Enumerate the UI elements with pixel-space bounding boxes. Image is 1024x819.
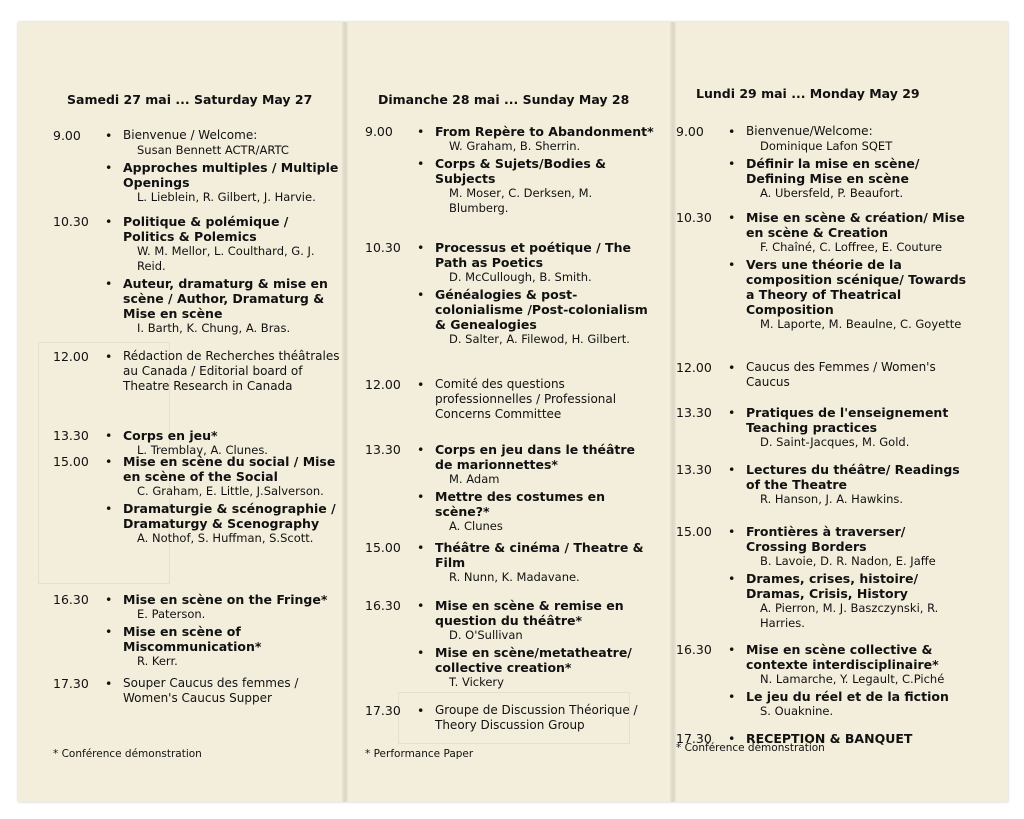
session-title: Lectures du théâtre/ Readings of the Theatre xyxy=(746,462,960,492)
session-title: Théâtre & cinéma / Theatre & Film xyxy=(435,540,644,570)
session-item xyxy=(417,598,655,643)
bullet-icon: • xyxy=(105,214,113,229)
session-presenters: D. Salter, A. Filewod, H. Gilbert. xyxy=(449,332,630,346)
session-item xyxy=(728,571,968,631)
bullet-icon: • xyxy=(417,240,425,255)
session-title: From Repère to Abandonment* xyxy=(435,124,654,139)
session-time: 16.30 xyxy=(676,642,712,657)
bullet-icon: • xyxy=(417,156,425,171)
session-title: Groupe de Discussion Théorique / Theory Discussion Group xyxy=(435,703,638,732)
session-time: 17.30 xyxy=(365,703,401,718)
session-item xyxy=(105,592,343,622)
bullet-icon: • xyxy=(105,428,113,443)
session-item xyxy=(417,156,655,216)
bullet-icon: • xyxy=(728,257,736,272)
session-item xyxy=(728,642,968,687)
day-heading: Dimanche 28 mai ... Sunday May 28 xyxy=(378,92,630,107)
session-item xyxy=(728,405,968,450)
session-title: Le jeu du réel et de la fiction xyxy=(746,689,949,704)
session-title: RECEPTION & BANQUET xyxy=(746,731,913,746)
session-presenters: B. Lavoie, D. R. Nadon, E. Jaffe xyxy=(760,554,936,568)
session-item xyxy=(417,287,655,347)
session-presenters: D. McCullough, B. Smith. xyxy=(449,270,592,284)
bullet-icon: • xyxy=(728,524,736,539)
session-title: Mise en scène & remise en question du théâtre* xyxy=(435,598,624,628)
session-item xyxy=(105,624,343,669)
bullet-icon: • xyxy=(417,703,425,718)
session-time: 12.00 xyxy=(676,360,712,375)
bullet-icon: • xyxy=(105,128,113,143)
session-item xyxy=(728,524,968,569)
session-presenters: R. Kerr. xyxy=(137,654,178,668)
session-time: 17.30 xyxy=(53,676,89,691)
session-time: 16.30 xyxy=(53,592,89,607)
program-sheet xyxy=(18,22,1008,802)
session-time: 13.30 xyxy=(365,442,401,457)
session-item xyxy=(417,124,655,154)
session-title: Pratiques de l'enseignement Teaching practices xyxy=(746,405,949,435)
session-presenters: A. Pierron, M. J. Baszczynski, R. Harries. xyxy=(760,601,939,630)
session-title: Frontières à traverser/ Crossing Borders xyxy=(746,524,906,554)
session-title: Drames, crises, histoire/ Dramas, Crisis, History xyxy=(746,571,919,601)
session-title: Rédaction de Recherches théâtrales au Canada / Editorial board of Theatre Research in Canada xyxy=(123,349,340,393)
session-item xyxy=(417,489,655,534)
session-item xyxy=(728,360,968,390)
session-presenters: Dominique Lafon SQET xyxy=(760,139,893,153)
session-presenters: L. Lieblein, R. Gilbert, J. Harvie. xyxy=(137,190,316,204)
session-title: Approches multiples / Multiple Openings xyxy=(123,160,339,190)
bullet-icon: • xyxy=(417,489,425,504)
session-title: Auteur, dramaturg & mise en scène / Author, Dramaturg & Mise en scène xyxy=(123,276,328,321)
session-presenters: M. Moser, C. Derksen, M. Blumberg. xyxy=(449,186,593,215)
session-title: Définir la mise en scène/ Defining Mise en scène xyxy=(746,156,920,186)
session-title: Mise en scène of Miscommunication* xyxy=(123,624,262,654)
bullet-icon: • xyxy=(728,405,736,420)
session-time: 13.30 xyxy=(676,462,712,477)
session-title: Mise en scène du social / Mise en scène of the Social xyxy=(123,454,336,484)
footnote: * Conférence démonstration xyxy=(676,742,825,754)
session-presenters: F. Chaîné, C. Loffree, E. Couture xyxy=(760,240,943,254)
session-title: Politique & polémique / Politics & Polemics xyxy=(123,214,289,244)
bullet-icon: • xyxy=(728,124,736,139)
bullet-icon: • xyxy=(728,571,736,586)
bullet-icon: • xyxy=(105,676,113,691)
bullet-icon: • xyxy=(417,442,425,457)
session-title: Souper Caucus des femmes / Women's Caucus Supper xyxy=(123,676,299,705)
session-presenters: R. Nunn, K. Madavane. xyxy=(449,570,580,584)
bullet-icon: • xyxy=(417,287,425,302)
session-title: Mise en scène & création/ Mise en scène & Creation xyxy=(746,210,965,240)
session-presenters: T. Vickery xyxy=(449,675,504,689)
bullet-icon: • xyxy=(105,624,113,639)
session-time: 9.00 xyxy=(53,128,81,143)
session-time: 12.00 xyxy=(365,377,401,392)
session-presenters: I. Barth, K. Chung, A. Bras. xyxy=(137,321,291,335)
session-title: Corps & Sujets/Bodies & Subjects xyxy=(435,156,607,186)
bullet-icon: • xyxy=(417,540,425,555)
session-presenters: M. Adam xyxy=(449,472,500,486)
bullet-icon: • xyxy=(728,689,736,704)
day-heading: Lundi 29 mai ... Monday May 29 xyxy=(696,86,920,101)
session-presenters: N. Lamarche, Y. Legault, C.Piché xyxy=(760,672,945,686)
panel-saturday xyxy=(53,22,343,802)
bullet-icon: • xyxy=(105,160,113,175)
session-time: 13.30 xyxy=(53,428,89,443)
bullet-icon: • xyxy=(105,276,113,291)
session-title: Généalogies & post-colonialisme /Post-colonialism & Genealogies xyxy=(435,287,648,332)
session-title: Mise en scène on the Fringe* xyxy=(123,592,328,607)
session-item xyxy=(417,377,655,422)
session-presenters: C. Graham, E. Little, J.Salverson. xyxy=(137,484,324,498)
session-item xyxy=(728,257,968,332)
session-title: Mise en scène/metatheatre/ collective creation* xyxy=(435,645,632,675)
session-item xyxy=(728,689,968,719)
session-presenters: D. O'Sullivan xyxy=(449,628,523,642)
session-item xyxy=(105,349,343,394)
session-time: 9.00 xyxy=(365,124,393,139)
panel-monday xyxy=(676,22,968,802)
footnote: * Conférence démonstration xyxy=(53,748,202,760)
session-time: 15.00 xyxy=(53,454,89,469)
session-title: Vers une théorie de la composition scénique/ Towards a Theory of Theatrical Composition xyxy=(746,257,967,317)
session-title: Processus et poétique / The Path as Poetics xyxy=(435,240,631,270)
session-time: 10.30 xyxy=(676,210,712,225)
session-title: Corps en jeu dans le théâtre de marionnettes* xyxy=(435,442,635,472)
session-presenters: D. Saint-Jacques, M. Gold. xyxy=(760,435,910,449)
bullet-icon: • xyxy=(728,360,736,375)
session-title: Comité des questions professionnelles / Professional Concerns Committee xyxy=(435,377,617,421)
session-time: 10.30 xyxy=(53,214,89,229)
bullet-icon: • xyxy=(105,592,113,607)
session-presenters: M. Laporte, M. Beaulne, C. Goyette xyxy=(760,317,962,331)
session-time: 15.00 xyxy=(365,540,401,555)
bullet-icon: • xyxy=(417,377,425,392)
session-presenters: S. Ouaknine. xyxy=(760,704,834,718)
session-title: Bienvenue / Welcome: xyxy=(123,128,258,142)
bullet-icon: • xyxy=(105,454,113,469)
day-heading: Samedi 27 mai ... Saturday May 27 xyxy=(67,92,313,107)
session-item xyxy=(728,124,968,154)
session-time: 9.00 xyxy=(676,124,704,139)
session-item xyxy=(728,156,968,201)
session-item xyxy=(417,645,655,690)
session-item xyxy=(417,703,655,733)
session-time: 13.30 xyxy=(676,405,712,420)
session-presenters: E. Paterson. xyxy=(137,607,206,621)
bullet-icon: • xyxy=(105,501,113,516)
bullet-icon: • xyxy=(728,642,736,657)
session-item xyxy=(105,160,343,205)
session-item xyxy=(728,462,968,507)
session-title: Caucus des Femmes / Women's Caucus xyxy=(746,360,936,389)
session-item xyxy=(105,276,343,336)
session-presenters: R. Hanson, J. A. Hawkins. xyxy=(760,492,904,506)
session-item xyxy=(417,240,655,285)
session-presenters: A. Clunes xyxy=(449,519,503,533)
session-title: Dramaturgie & scénographie / Dramaturgy & Scenography xyxy=(123,501,336,531)
session-item xyxy=(417,540,655,585)
session-title: Bienvenue/Welcome: xyxy=(746,124,873,138)
bullet-icon: • xyxy=(728,731,736,746)
session-presenters: Susan Bennett ACTR/ARTC xyxy=(137,143,289,157)
bullet-icon: • xyxy=(417,124,425,139)
session-time: 10.30 xyxy=(365,240,401,255)
bullet-icon: • xyxy=(417,598,425,613)
bullet-icon: • xyxy=(417,645,425,660)
session-presenters: W. Graham, B. Sherrin. xyxy=(449,139,581,153)
panel-sunday xyxy=(365,22,655,802)
session-item xyxy=(105,501,343,546)
session-title: Corps en jeu* xyxy=(123,428,218,443)
session-presenters: A. Nothof, S. Huffman, S.Scott. xyxy=(137,531,314,545)
bullet-icon: • xyxy=(105,349,113,364)
session-presenters: L. Tremblay, A. Clunes. xyxy=(137,443,268,457)
session-time: 16.30 xyxy=(365,598,401,613)
bullet-icon: • xyxy=(728,210,736,225)
session-item xyxy=(105,214,343,274)
session-title: Mise en scène collective & contexte interdisciplinaire* xyxy=(746,642,939,672)
session-item xyxy=(417,442,655,487)
session-presenters: W. M. Mellor, L. Coulthard, G. J. Reid. xyxy=(137,244,315,273)
session-item xyxy=(105,676,343,706)
session-title: Mettre des costumes en scène?* xyxy=(435,489,606,519)
session-presenters: A. Ubersfeld, P. Beaufort. xyxy=(760,186,904,200)
footnote: * Performance Paper xyxy=(365,748,474,760)
session-time: 15.00 xyxy=(676,524,712,539)
session-item xyxy=(105,454,343,499)
bullet-icon: • xyxy=(728,462,736,477)
session-time: 17.30 xyxy=(676,731,712,746)
session-time: 12.00 xyxy=(53,349,89,364)
bullet-icon: • xyxy=(728,156,736,171)
session-item xyxy=(105,128,343,158)
session-item xyxy=(728,210,968,255)
